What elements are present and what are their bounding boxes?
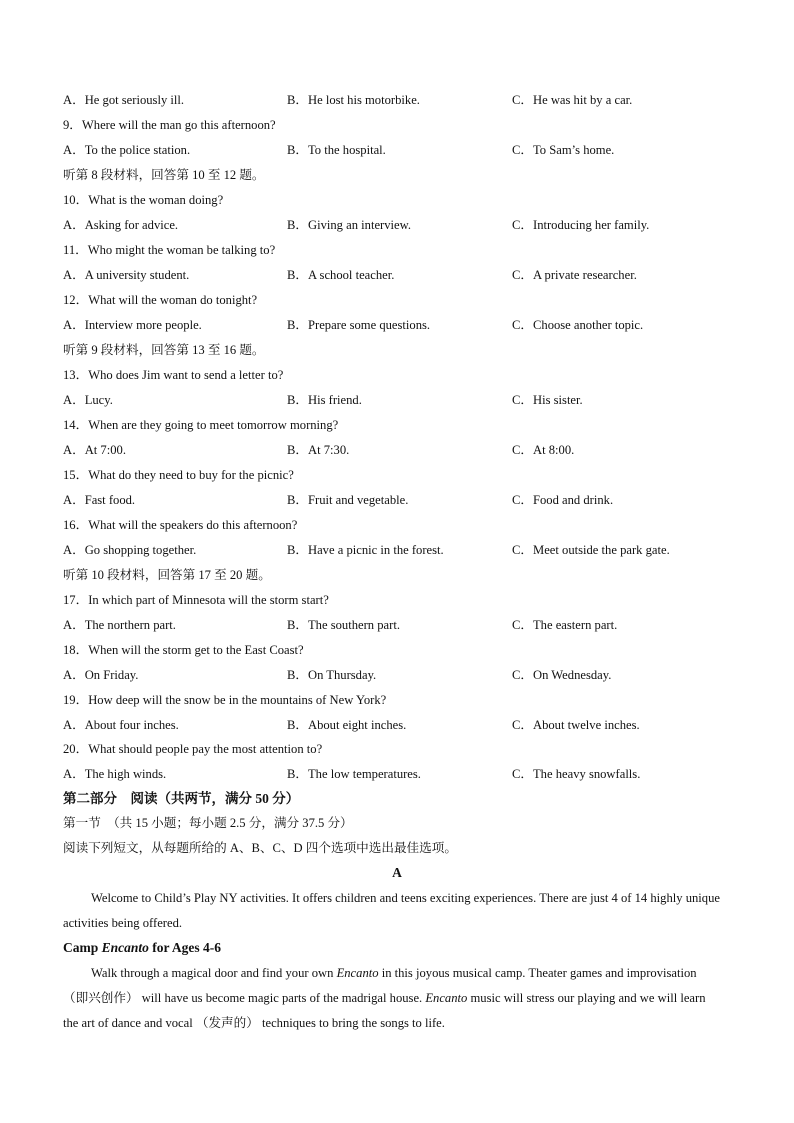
q9-option-c: C．To Sam’s home. xyxy=(512,143,615,157)
reading-instruction: 阅读下列短文，从每题所给的 A、B、C、D 四个选项中选出最佳选项。 xyxy=(63,841,457,855)
q15-options-row xyxy=(63,490,734,510)
q14-stem: 14．When are they going to meet tomorrow morning? xyxy=(63,418,339,432)
camp-title xyxy=(63,938,734,958)
q16-option-b: B．Have a picnic in the forest. xyxy=(287,543,444,557)
q11-option-c: C．A private researcher. xyxy=(512,268,637,282)
section10-instruction: 听第 10 段材料，回答第 17 至 20 题。 xyxy=(63,568,271,582)
q10-stem: 10．What is the woman doing? xyxy=(63,193,224,207)
q17-option-b: B．The southern part. xyxy=(287,618,400,632)
q8-options-row xyxy=(63,90,734,110)
q10-options-row xyxy=(63,215,734,235)
q10-option-a: A．Asking for advice. xyxy=(63,218,179,232)
q11-option-b: B．A school teacher. xyxy=(287,268,395,282)
camp-title-em: Encanto xyxy=(101,940,149,955)
q8-option-c: C．He was hit by a car. xyxy=(512,93,633,107)
q16-option-c: C．Meet outside the park gate. xyxy=(512,543,670,557)
q9-option-b: B．To the hospital. xyxy=(287,143,386,157)
q8-option-b: B．He lost his motorbike. xyxy=(287,93,420,107)
q15-option-b: B．Fruit and vegetable. xyxy=(287,493,409,507)
q18-options-row xyxy=(63,665,734,685)
q17-options-row xyxy=(63,615,734,635)
q17-stem: 17．In which part of Minnesota will the storm start? xyxy=(63,593,329,607)
q19-option-a: A．About four inches. xyxy=(63,718,179,732)
q18-option-a: A．On Friday. xyxy=(63,668,139,682)
q16-option-a: A．Go shopping together. xyxy=(63,543,197,557)
camp-para-part3: music will stress our playing and we will learn the art of dance and vocal （发声的） techniques to bring the songs to life. xyxy=(63,991,706,1030)
q10-option-b: B．Giving an interview. xyxy=(287,218,412,232)
camp-para-part2: in this joyous musical camp. Theater games and improvisation （即兴创作） will have us become magic parts of the madrigal house. xyxy=(63,966,697,1005)
q19-option-b: B．About eight inches. xyxy=(287,718,407,732)
q11-stem: 11．Who might the woman be talking to? xyxy=(63,243,276,257)
q20-options-row xyxy=(63,764,734,784)
section9-instruction: 听第 9 段材料，回答第 13 至 16 题。 xyxy=(63,343,265,357)
q14-options-row xyxy=(63,440,734,460)
q18-option-b: B．On Thursday. xyxy=(287,668,377,682)
q15-option-c: C．Food and drink. xyxy=(512,493,614,507)
passage-intro: Welcome to Child’s Play NY activities. It offers children and teens exciting experiences. There are just 4 of 14 highly unique activities being offered. xyxy=(63,891,720,930)
q15-stem: 15．What do they need to buy for the picnic? xyxy=(63,468,294,482)
q20-option-a: A．The high winds. xyxy=(63,767,167,781)
q13-option-b: B．His friend. xyxy=(287,393,362,407)
q13-option-c: C．His sister. xyxy=(512,393,583,407)
camp-title-post: for Ages 4-6 xyxy=(148,940,222,955)
camp-paragraph xyxy=(63,961,723,1036)
section8-instruction: 听第 8 段材料，回答第 10 至 12 题。 xyxy=(63,168,265,182)
q13-option-a: A．Lucy. xyxy=(63,393,113,407)
q18-stem: 18．When will the storm get to the East Coast? xyxy=(63,643,304,657)
q20-stem: 20．What should people pay the most attention to? xyxy=(63,742,323,756)
q20-option-b: B．The low temperatures. xyxy=(287,767,421,781)
q19-option-c: C．About twelve inches. xyxy=(512,718,640,732)
q12-stem: 12．What will the woman do tonight? xyxy=(63,293,258,307)
q16-stem: 16．What will the speakers do this afternoon? xyxy=(63,518,298,532)
q14-option-c: C．At 8:00. xyxy=(512,443,575,457)
q13-options-row xyxy=(63,390,734,410)
q19-options-row xyxy=(63,715,734,735)
q12-option-c: C．Choose another topic. xyxy=(512,318,644,332)
q18-option-c: C．On Wednesday. xyxy=(512,668,612,682)
q15-option-a: A．Fast food. xyxy=(63,493,136,507)
q10-option-c: C．Introducing her family. xyxy=(512,218,650,232)
camp-para-em2: Encanto xyxy=(425,991,468,1005)
camp-title-pre: Camp xyxy=(63,940,102,955)
q19-stem: 19．How deep will the snow be in the mountains of New York? xyxy=(63,693,387,707)
passage-letter: A xyxy=(392,865,402,880)
q9-option-a: A．To the police station. xyxy=(63,143,191,157)
q14-option-b: B．At 7:30. xyxy=(287,443,350,457)
q17-option-c: C．The eastern part. xyxy=(512,618,618,632)
q12-option-a: A．Interview more people. xyxy=(63,318,202,332)
q13-stem: 13．Who does Jim want to send a letter to? xyxy=(63,368,284,382)
q11-option-a: A．A university student. xyxy=(63,268,190,282)
q9-stem: 9．Where will the man go this afternoon? xyxy=(63,118,276,132)
q14-option-a: A．At 7:00. xyxy=(63,443,126,457)
q12-option-b: B．Prepare some questions. xyxy=(287,318,431,332)
part2-heading: 第二部分 阅读（共两节，满分 50 分） xyxy=(63,791,300,806)
q9-options-row xyxy=(63,140,734,160)
q11-options-row xyxy=(63,265,734,285)
camp-para-part1: Walk through a magical door and find your own xyxy=(91,966,337,980)
q20-option-c: C．The heavy snowfalls. xyxy=(512,767,641,781)
camp-para-em1: Encanto xyxy=(336,966,379,980)
q12-options-row xyxy=(63,315,734,335)
q8-option-a: A．He got seriously ill. xyxy=(63,93,185,107)
q16-options-row xyxy=(63,540,734,560)
q17-option-a: A．The northern part. xyxy=(63,618,176,632)
section1-heading: 第一节 （共 15 小题；每小题 2.5 分，满分 37.5 分） xyxy=(63,816,353,830)
